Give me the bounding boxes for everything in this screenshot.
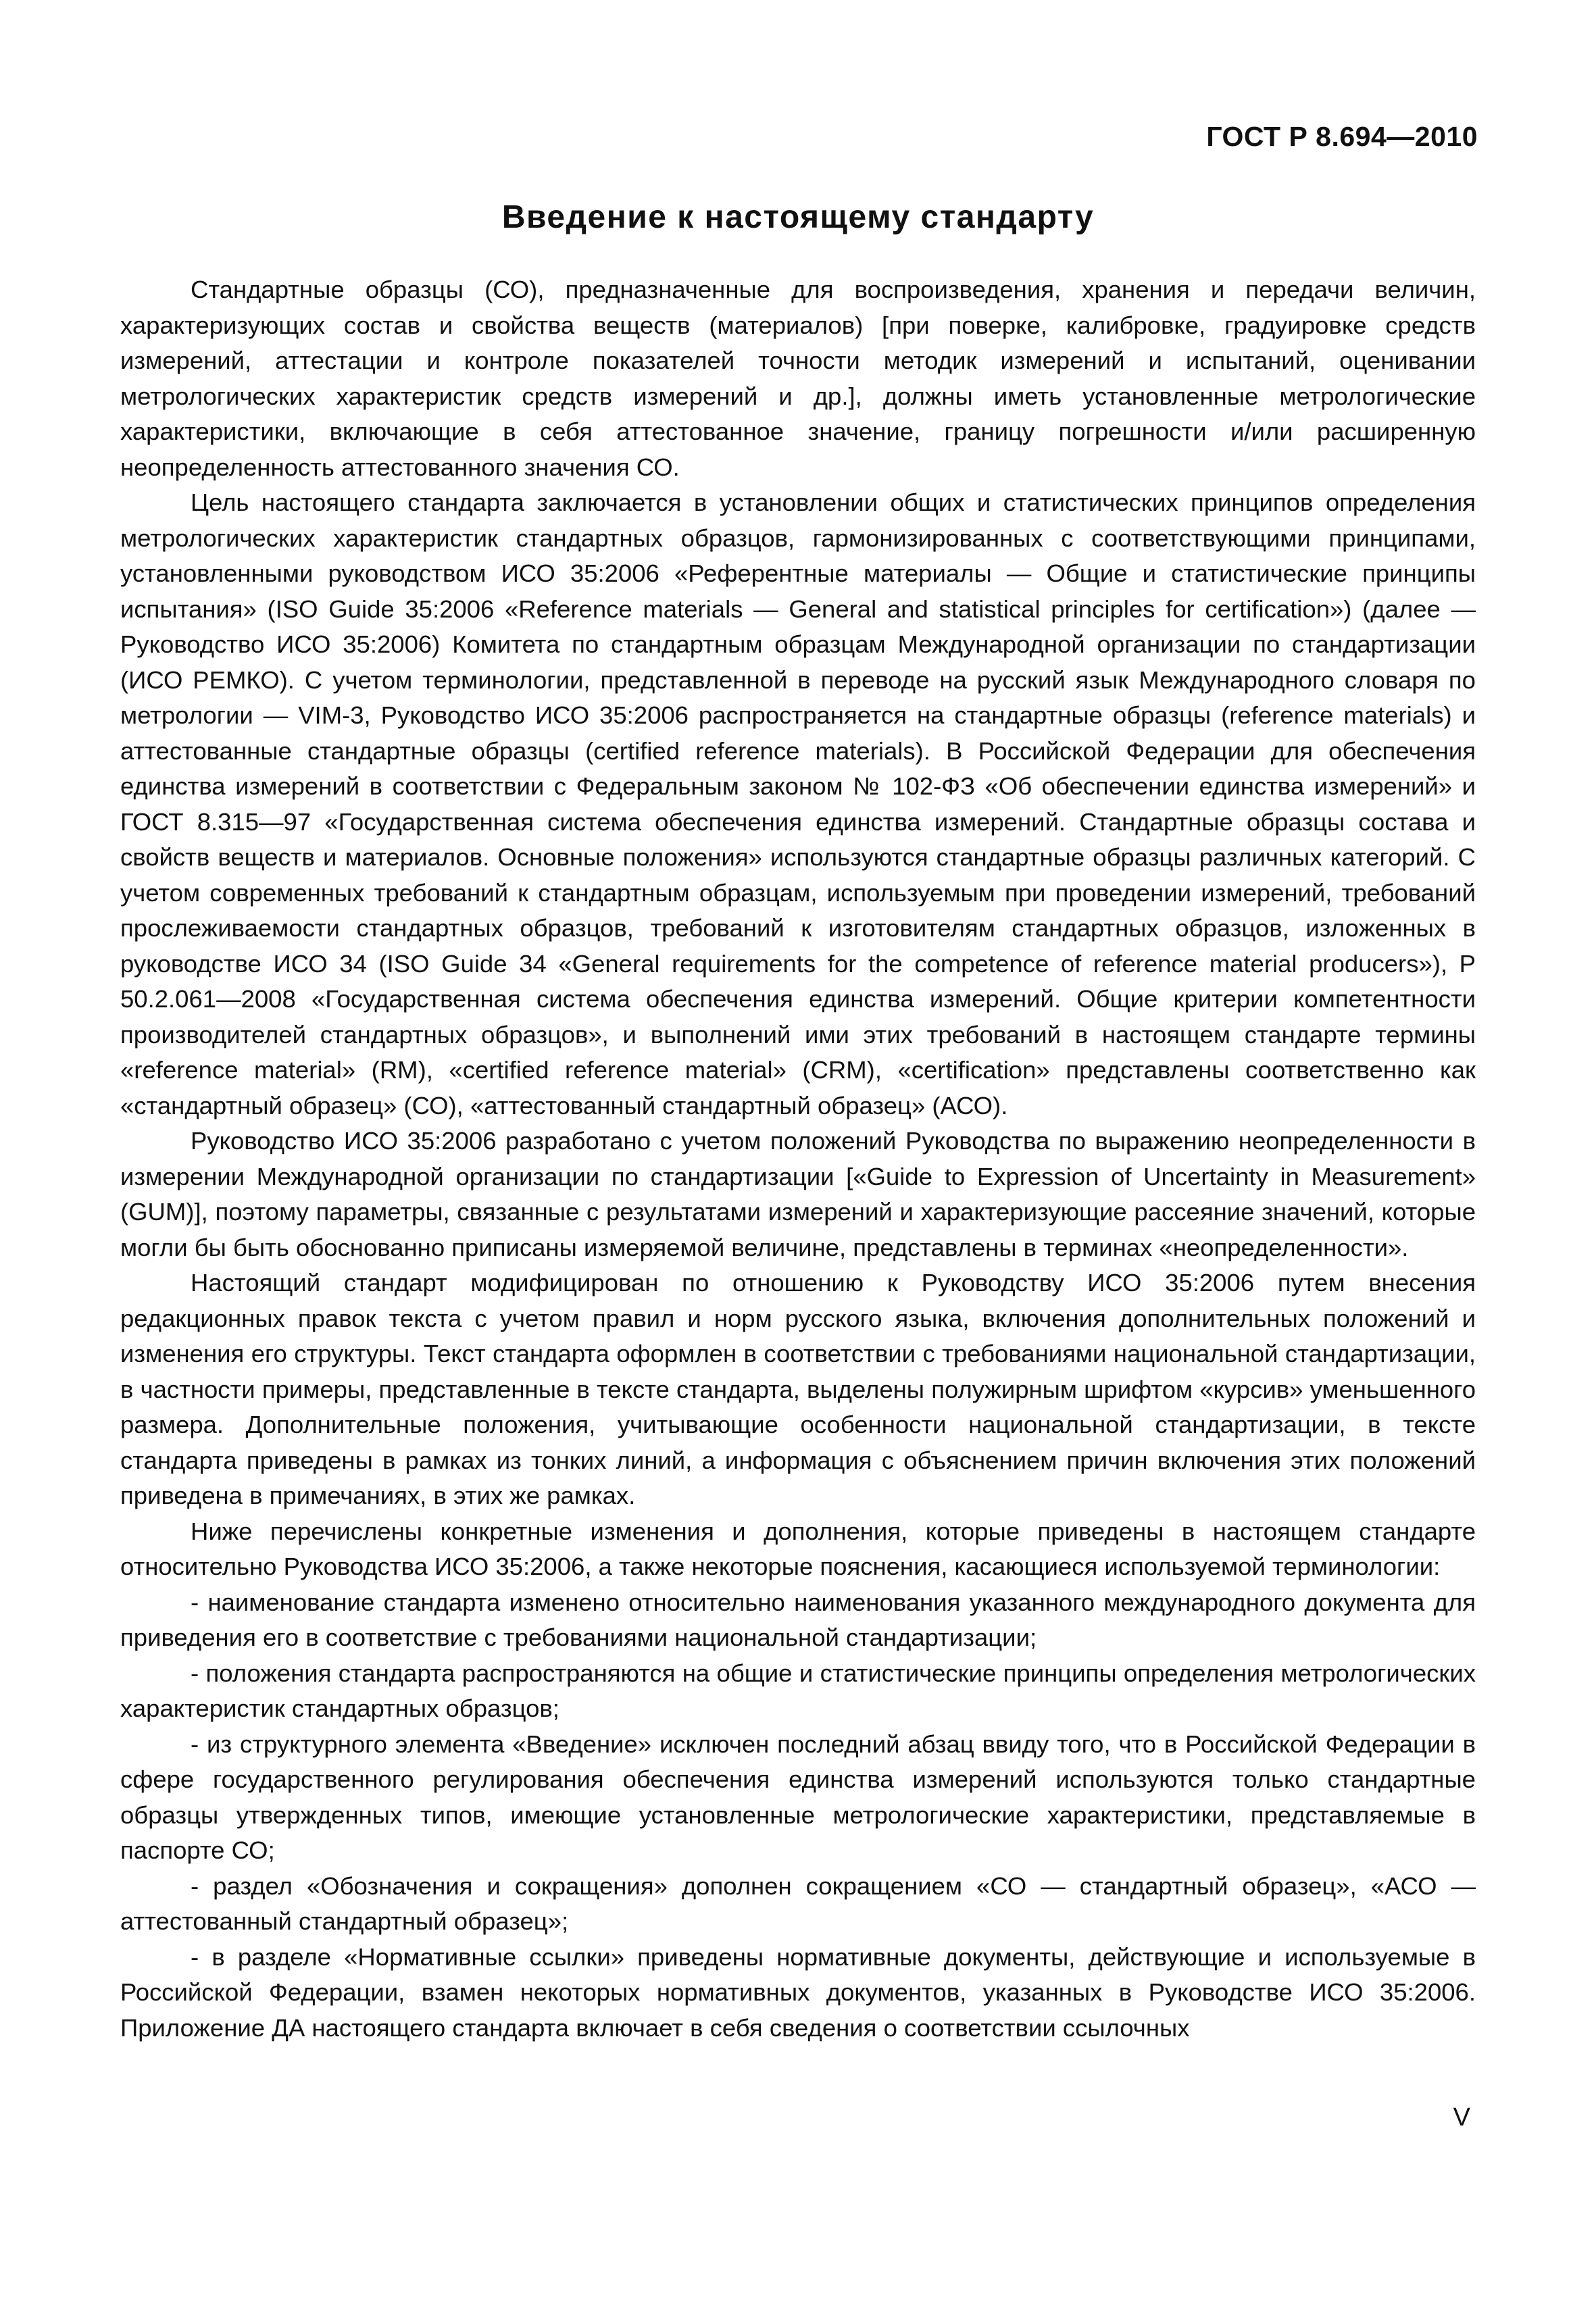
list-item: - в разделе «Нормативные ссылки» приведены нормативные документы, действующие и используемые в Российской Федерации, взамен некоторых нормативных документов, указанных в Руководстве ИСО 35:2006. Приложение ДА настоящего стандарта включает в себя сведения о соответствии ссылочных [120,1942,1476,2042]
list-item: - положения стандарта распространяются на общие и статистические принципы определения метрологических характеристик стандартных образцов; [120,1659,1476,1722]
list-item: - наименование стандарта изменено относительно наименования указанного международного документа для приведения его в соответствие с требованиями национальной стандартизации; [120,1588,1476,1651]
paragraph: Руководство ИСО 35:2006 разработано с учетом положений Руководства по выражению неопределенности в измерении Международной организации по стандартизации [«Guide to Expression of Uncertainty in Measurement» (GUM)], поэтому параметры, связанные с результатами измерений и характеризующие рассеяние значений, которые могли бы быть обоснованно приписаны измеряемой величине, представлены в терминах «неопределенности». [120,1127,1476,1261]
body-text [120,272,1476,2046]
paragraph: Настоящий стандарт модифицирован по отношению к Руководству ИСО 35:2006 путем внесения редакционных правок текста с учетом правил и норм русского языка, включения дополнительных положений и изменения его структуры. Текст стандарта оформлен в соответствии с требованиями национальной стандартизации, в частности примеры, представленные в тексте стандарта, выделены полужирным шрифтом «курсив» уменьшенного размера. Дополнительные положения, учитывающие особенности национальной стандартизации, в тексте стандарта приведены в рамках из тонких линий, а информация с объяснением причин включения этих положений приведена в примечаниях, в этих же рамках. [120,1269,1476,1509]
paragraph: Цель настоящего стандарта заключается в установлении общих и статистических принципов определения метрологических характеристик стандартных образцов, гармонизированных с соответствующими принципами, установленными руководством ИСО 35:2006 «Референтные материалы — Общие и статистические принципы испытания» (ISO Guide 35:2006 «Reference materials — General and statistical principles for certification») (далее — Руководство ИСО 35:2006) Комитета по стандартным образцам Международной организации по стандартизации (ИСО РЕМКО). С учетом терминологии, представленной в переводе на русский язык Международного словаря по метрологии — VIM-3, Руководство ИСО 35:2006 распространяется на стандартные образцы (reference materials) и аттестованные стандартные образцы (certified reference materials). В Российской Федерации для обеспечения единства измерений в соответствии с Федеральным законом № 102-ФЗ «Об обеспечении единства измерений» и ГОСТ 8.315—97 «Государственная система обеспечения единства измерений. Стандартные образцы состава и свойств веществ и материалов. Основные положения» используются стандартные образцы различных категорий. С учетом современных требований к стандартным образцам, используемым при проведении измерений, требований прослеживаемости стандартных образцов, требований к изготовителям стандартных образцов, изложенных в руководстве ИСО 34 (ISO Guide 34 «General requirements for the competence of reference material producers»), Р 50.2.061—2008 «Государственная система обеспечения единства измерений. Общие критерии компетентности производителей стандартных образцов», и выполнений ими этих требований в настоящем стандарте термины «reference material» (RM), «certified reference material» (CRM), «certification» представлены соответственно как «стандартный образец» (СО), «аттестованный стандартный образец» (АСО). [120,488,1476,1120]
page-title: Введение к настоящему стандарту [501,199,1095,235]
document-id-header: ГОСТ Р 8.694—2010 [1206,121,1478,152]
paragraph: Стандартные образцы (СО), предназначенные для воспроизведения, хранения и передачи величин, характеризующих состав и свойства веществ (материалов) [при поверке, калибровке, градуировке средств измерений, аттестации и контроле показателей точности методик измерений и испытаний, оценивании метрологических характеристик средств измерений и др.], должны иметь установленные метрологические характеристики, включающие в себя аттестованное значение, границу погрешности и/или расширенную неопределенность аттестованного значения СО. [120,276,1476,481]
page-number: V [1453,2103,1470,2132]
paragraph: Ниже перечислены конкретные изменения и дополнения, которые приведены в настоящем стандарте относительно Руководства ИСО 35:2006, а также некоторые пояснения, касающиеся используемой терминологии: [120,1517,1476,1580]
list-item: - из структурного элемента «Введение» исключен последний абзац ввиду того, что в Российской Федерации в сфере государственного регулирования обеспечения единства измерений используются только стандартные образцы утвержденных типов, имеющие установленные метрологические характеристики, представляемые в паспорте СО; [120,1730,1476,1864]
list-item: - раздел «Обозначения и сокращения» дополнен сокращением «СО — стандартный образец», «АСО — аттестованный стандартный образец»; [120,1871,1476,1935]
